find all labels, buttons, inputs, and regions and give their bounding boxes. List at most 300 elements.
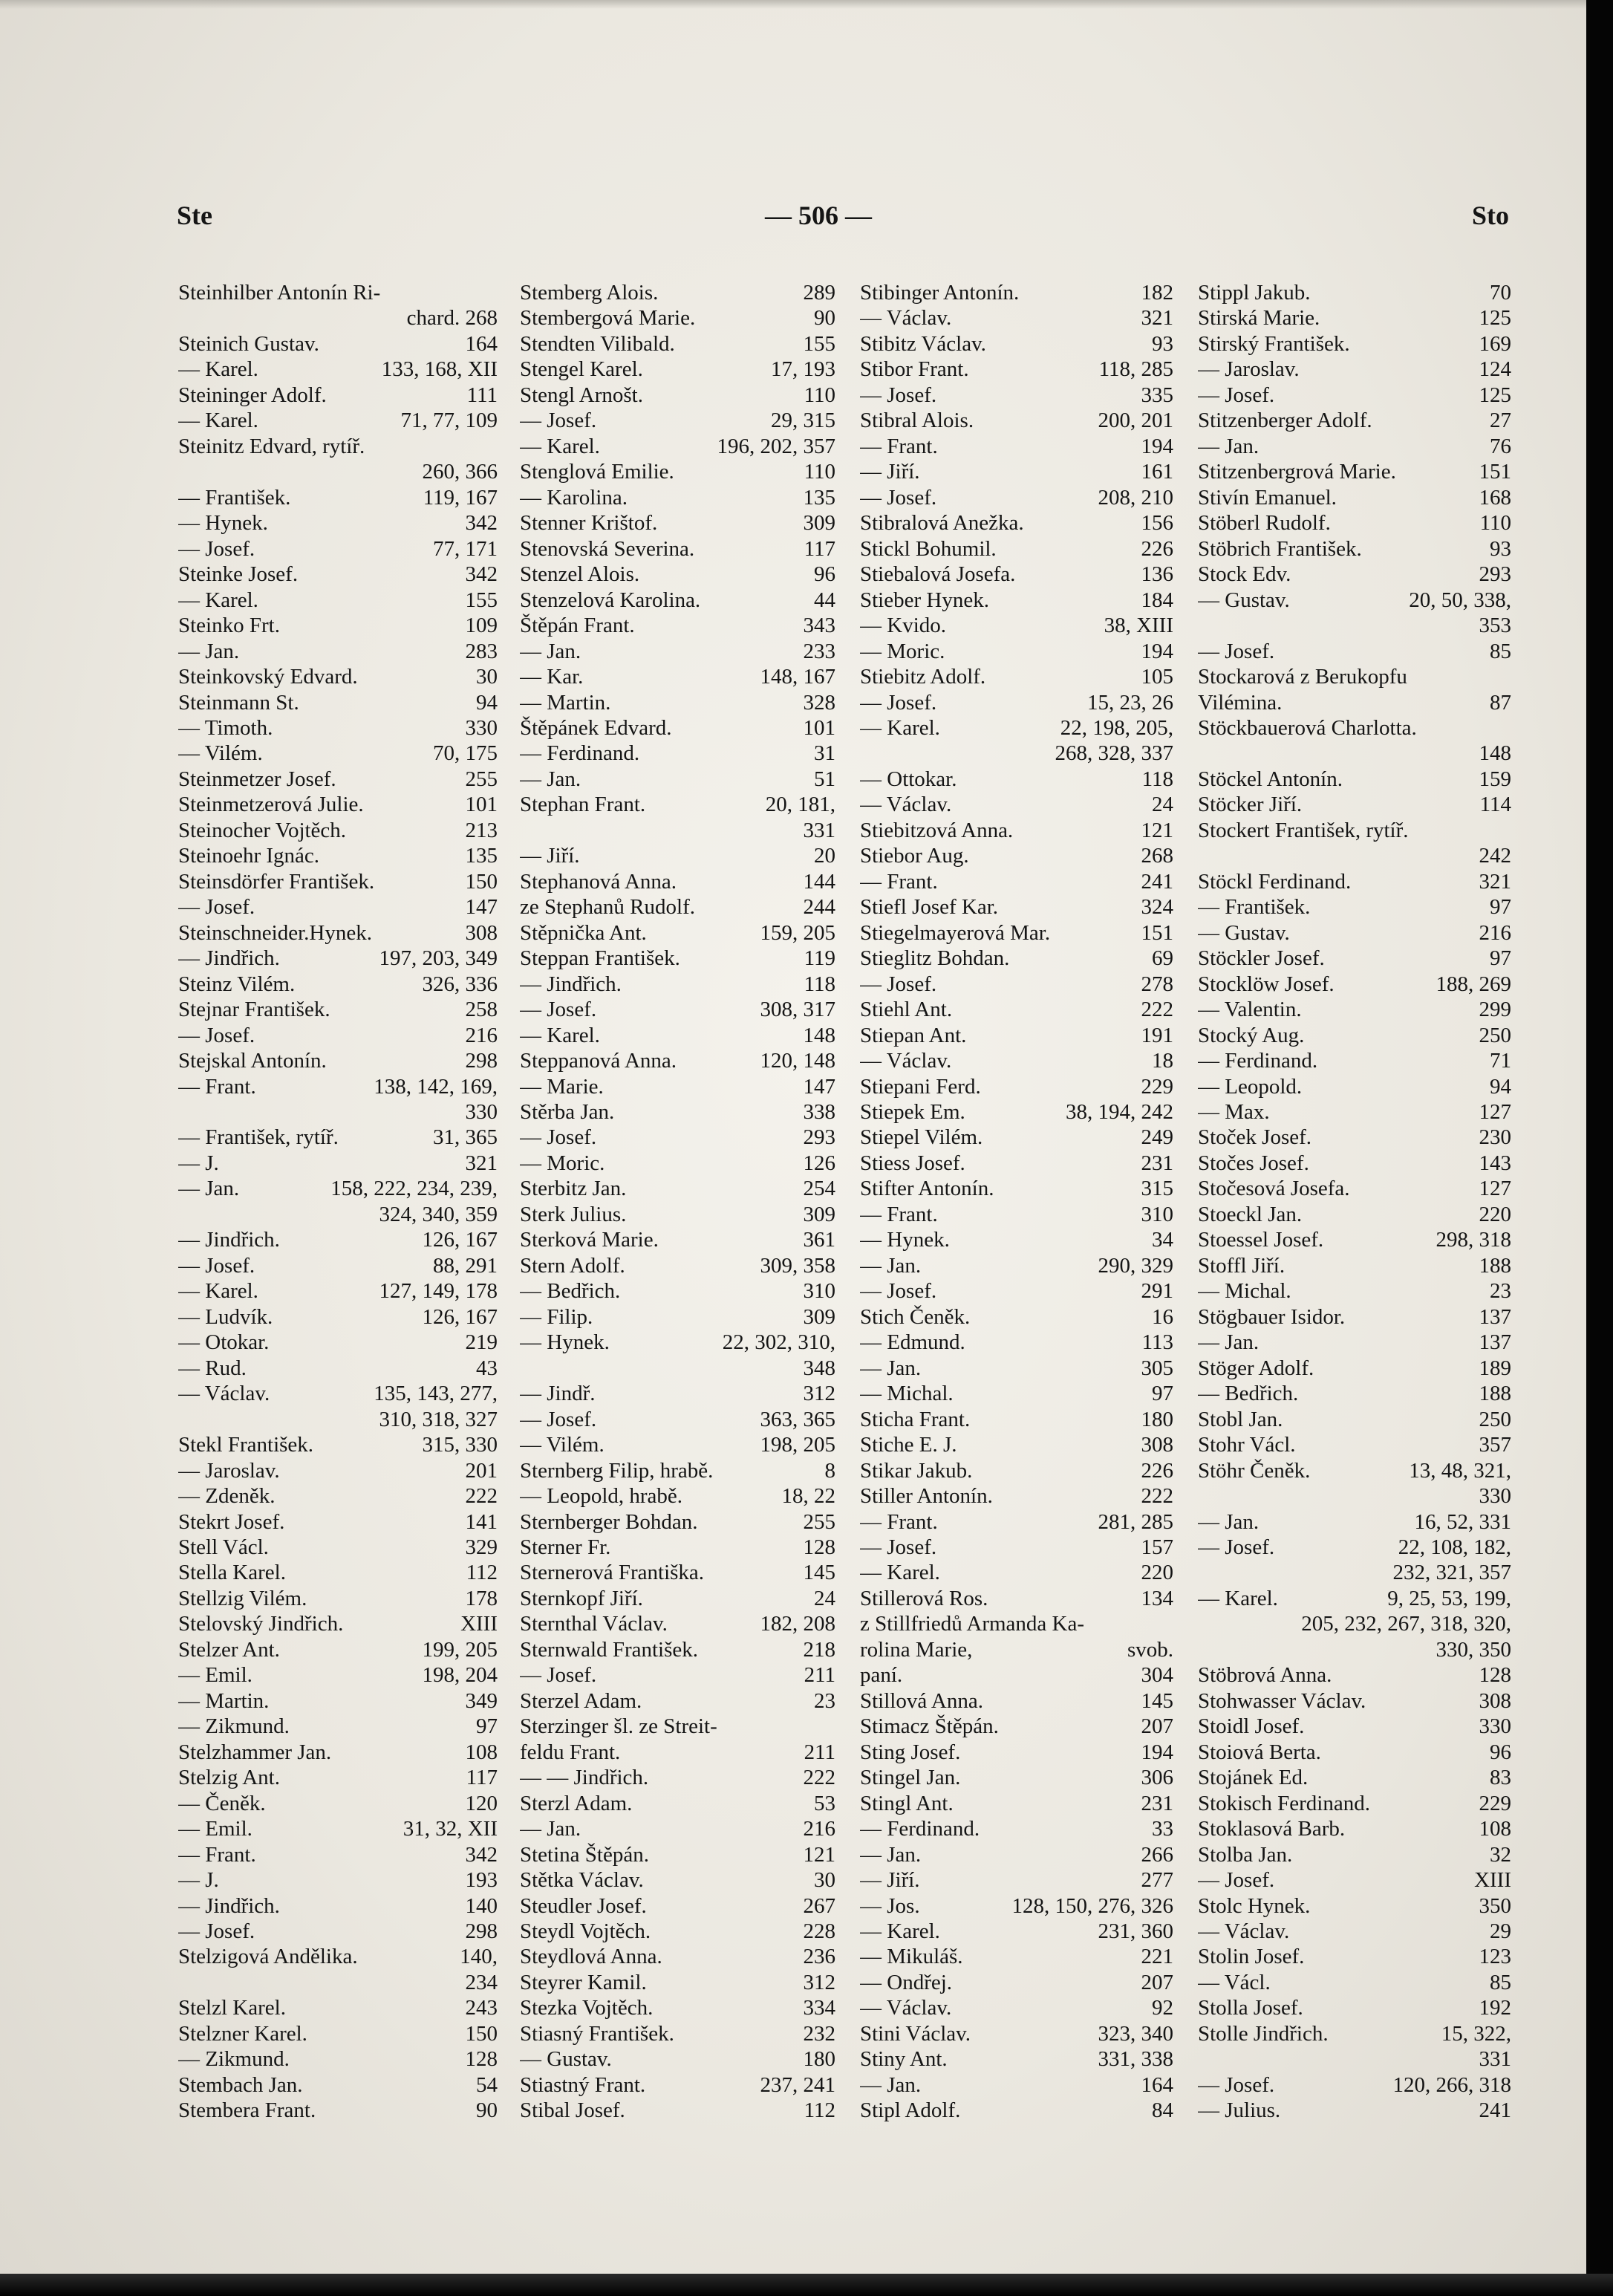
entry-name: Stiller Antonín. [860,1484,993,1509]
index-entry [860,1535,1173,1560]
entry-page-refs: 137 [1479,1330,1511,1355]
entry-name: Stiefl Josef Kar. [860,895,999,920]
entry-name: Stingl Ant. [860,1791,954,1815]
entry-page-refs: 87 [1490,690,1511,715]
entry-page-refs: 123 [1479,1945,1511,1969]
entry-page-refs: 17, 193 [771,357,835,382]
entry-page-refs: 298, 318 [1436,1228,1511,1252]
index-entry [860,331,1173,357]
entry-page-refs: 298 [465,1049,498,1073]
entry-name: Steppanová Anna. [520,1049,677,1073]
entry-name: Sternthal Václav. [520,1612,668,1636]
entry-name: — Bedřich. [1198,1382,1299,1406]
entry-page-refs: 330 [1479,1714,1511,1739]
index-entry [178,408,498,433]
index-entry [860,792,1173,817]
index-entry [520,1560,835,1585]
entry-page-refs: 51 [814,767,835,791]
index-entry [1198,305,1511,331]
entry-page-refs: 236 [803,1945,835,1969]
index-entry [178,1330,498,1355]
entry-page-refs: 97 [476,1714,498,1739]
index-entry [178,1048,498,1073]
index-entry [860,818,1173,843]
entry-name: — Karel. [178,588,258,612]
entry-page-refs: 97 [1152,1382,1173,1406]
index-entry [860,997,1173,1022]
entry-page-refs: 219 [465,1330,498,1355]
entry-name: Stohwasser Václav. [1198,1688,1366,1713]
entry-name: — Jindřich. [178,946,280,971]
index-entry [178,1893,498,1919]
entry-page-refs: 188, 269 [1436,972,1511,996]
index-entry [520,1074,835,1099]
entry-page-refs: 112 [466,1561,498,1585]
index-entry [1198,1893,1511,1919]
index-entry [178,1407,498,1432]
entry-name: Stitzenberger Adolf. [1198,409,1372,433]
entry-page-refs: 342 [465,1842,498,1867]
scan-border-bottom [0,2274,1613,2296]
index-entry [178,1791,498,1816]
entry-page-refs: 207 [1141,1714,1173,1739]
index-entry [520,997,835,1022]
index-entry [520,408,835,433]
index-entry [1198,1330,1511,1355]
entry-page-refs: 309 [803,1202,835,1226]
entry-page-refs: 211 [804,1740,835,1764]
index-entry [860,1611,1173,1636]
entry-page-refs: 229 [1141,1074,1173,1099]
entry-name: Steininger Adolf. [178,383,327,407]
index-entry [1198,1740,1511,1765]
index-entry [520,2098,835,2123]
entry-page-refs: 222 [803,1766,835,1790]
index-entry [860,305,1173,331]
index-entry [520,664,835,689]
index-entry [178,946,498,971]
entry-page-refs: 308, 317 [760,998,835,1022]
entry-name: Sternwald František. [520,1637,699,1662]
entry-name: Steinmann St. [178,690,299,715]
entry-page-refs: 43 [476,1356,498,1380]
entry-name: — Josef. [860,1279,937,1304]
entry-page-refs: 108 [465,1740,498,1764]
entry-name: Stirská Marie. [1198,306,1320,331]
entry-name: Stell Václ. [178,1535,269,1559]
entry-page-refs: 191 [1141,1023,1173,1047]
entry-page-refs: 361 [803,1228,835,1252]
entry-name: Stiess Josef. [860,1151,965,1175]
entry-name: — Julius. [1198,2098,1281,2123]
entry-page-refs: 188 [1479,1382,1511,1406]
entry-page-refs: 324 [1141,895,1173,920]
entry-page-refs: 234 [465,1970,498,1994]
entry-name: — Jiří. [520,844,580,868]
index-entry [860,972,1173,997]
index-entry [1198,715,1511,741]
index-entry [1198,1765,1511,1790]
entry-page-refs: 29, 315 [771,409,835,433]
entry-page-refs: 84 [1152,2098,1173,2123]
entry-page-refs: 112 [804,2098,835,2123]
index-entry [1198,997,1511,1022]
entry-name: Stöckl Ferdinand. [1198,869,1352,894]
entry-page-refs: 44 [814,588,835,612]
index-entry [520,1893,835,1919]
index-entry [860,894,1173,920]
entry-name: Stejskal Antonín. [178,1049,327,1073]
index-entry [520,1714,835,1739]
entry-name: — — Jindřich. [520,1766,649,1790]
entry-name: — Max. [1198,1100,1270,1124]
entry-page-refs: 31, 365 [433,1125,498,1150]
entry-name: — Jan. [520,767,581,791]
index-entry [860,1176,1173,1201]
entry-name: — Jaroslav. [178,1458,280,1483]
entry-name: Steyrer Kamil. [520,1970,647,1994]
index-entry [520,920,835,946]
entry-name: Stiebitzová Anna. [860,818,1014,842]
entry-page-refs: 334 [803,1996,835,2020]
entry-page-refs: 205, 232, 267, 318, 320, [1301,1612,1511,1636]
index-entry [178,280,498,305]
entry-name: — Josef. [178,1023,255,1047]
entry-name: Stephanová Anna. [520,869,677,894]
index-entry [860,741,1173,766]
index-entry [520,1765,835,1790]
entry-name: — Ferdinand. [520,741,640,766]
entry-page-refs: 20, 181, [765,793,835,817]
entry-name: Stögbauer Isidor. [1198,1304,1346,1329]
index-entry [178,1074,498,1099]
entry-name: — František, rytíř. [178,1125,339,1150]
entry-page-refs: 77, 171 [433,536,498,561]
index-entry [1198,1714,1511,1739]
index-entry [178,1714,498,1739]
entry-name: Stickl Bohumil. [860,536,997,561]
entry-page-refs: 121 [1141,818,1173,842]
entry-page-refs: 157 [1141,1535,1173,1559]
entry-name: — Leopold, hrabě. [520,1484,683,1509]
entry-page-refs: 119 [804,946,835,971]
entry-name: Stoidl Josef. [1198,1714,1305,1739]
index-entry [860,1432,1173,1457]
entry-page-refs: 228 [803,1919,835,1943]
entry-page-refs: 70 [1490,281,1511,305]
entry-page-refs: 22, 108, 182, [1398,1535,1511,1559]
index-entry [520,588,835,613]
entry-name: Stimacz Štěpán. [860,1714,999,1739]
index-entry [178,1816,498,1841]
index-entry [178,588,498,613]
entry-page-refs: 151 [1141,920,1173,945]
entry-page-refs: 155 [803,331,835,356]
index-entry [520,1816,835,1841]
entry-name: — Moric. [860,639,945,663]
index-entry [178,1304,498,1330]
entry-page-refs: 148 [803,1023,835,1047]
entry-name: Steppan František. [520,946,680,971]
index-entry [520,1611,835,1636]
index-entry [1198,1919,1511,1944]
index-entry [1198,639,1511,664]
running-head-right: Sto [1472,201,1510,230]
index-entry [1198,843,1511,868]
entry-name: Stibal Josef. [520,2098,625,2123]
index-entry [1198,1662,1511,1688]
index-entry [1198,792,1511,817]
index-entry [860,536,1173,562]
entry-page-refs: 283 [465,639,498,663]
index-entry [520,792,835,817]
entry-name: Stočes Josef. [1198,1151,1309,1175]
entry-page-refs: 331 [803,818,835,842]
index-entry [178,305,498,331]
entry-name: Stieber Hynek. [860,588,989,612]
index-entry [520,1278,835,1304]
index-entry [860,920,1173,946]
entry-page-refs: 108 [1479,1817,1511,1841]
index-entry [178,1483,498,1509]
entry-page-refs: 27 [1490,409,1511,433]
entry-page-refs: 278 [1141,972,1173,996]
entry-page-refs: 200, 201 [1098,409,1173,433]
index-entry [1198,1535,1511,1560]
entry-page-refs: 233 [803,639,835,663]
entry-page-refs: 222 [1141,998,1173,1022]
index-entry [1198,1176,1511,1201]
index-entry [860,1740,1173,1765]
index-entry [178,1023,498,1048]
entry-page-refs: 199, 205 [422,1637,498,1662]
page-top-shadow [0,0,1613,9]
entry-name: Sterková Marie. [520,1228,659,1252]
entry-page-refs: 128 [465,2047,498,2072]
entry-page-refs: 151 [1479,460,1511,484]
entry-name: — Jindřich. [520,972,622,996]
entry-page-refs: 243 [465,1996,498,2020]
entry-name: Stiepan Ant. [860,1023,967,1047]
index-entry [1198,1074,1511,1099]
entry-name: — Václav. [860,306,952,331]
entry-name: Stocklöw Josef. [1198,972,1335,996]
entry-name: — Kar. [520,665,584,689]
entry-name: — Josef. [1198,1868,1275,1893]
index-entry [178,485,498,510]
index-entry [520,715,835,741]
index-entry [1198,331,1511,357]
entry-name: — Hynek. [860,1228,950,1252]
entry-name: Steinocher Vojtěch. [178,818,347,842]
entry-page-refs: 208, 210 [1098,485,1173,510]
entry-name: Stiebitz Adolf. [860,665,986,689]
index-entry [520,843,835,868]
index-entry [860,2021,1173,2046]
entry-name: — Jan. [860,1253,922,1278]
entry-name: Stieglitz Bohdan. [860,946,1010,971]
index-entry [520,1535,835,1560]
entry-name: — Emil. [178,1663,252,1688]
index-entry [1198,1509,1511,1535]
entry-name: Steudler Josef. [520,1893,647,1918]
entry-page-refs: 30 [814,1868,835,1893]
index-entry [1198,536,1511,562]
entry-page-refs: 258 [465,998,498,1022]
index-entry [520,1432,835,1457]
entry-name: — Jan. [1198,434,1260,458]
index-entry [520,1458,835,1483]
entry-name: Steinoehr Ignác. [178,844,320,868]
index-entry [860,690,1173,715]
entry-name: Stella Karel. [178,1561,286,1585]
entry-name: Sternberg Filip, hrabě. [520,1458,714,1483]
entry-page-refs: 135, 143, 277, [374,1382,498,1406]
entry-name: — Hynek. [520,1330,610,1355]
index-entry [178,1535,498,1560]
index-entry [178,1740,498,1765]
entry-page-refs: 305 [1141,1356,1173,1380]
index-entry [860,613,1173,638]
entry-name: Sternberger Bohdan. [520,1509,698,1534]
index-entry [520,1867,835,1893]
entry-page-refs: 101 [803,715,835,740]
entry-name: Stezka Vojtěch. [520,1996,654,2020]
entry-name: Stětka Václav. [520,1868,644,1893]
entry-name: Stiepek Em. [860,1100,965,1124]
entry-page-refs: 192 [1479,1996,1511,2020]
entry-name: — Josef. [520,1407,597,1431]
index-entry [520,2021,835,2046]
index-entry [860,1662,1173,1688]
index-entry [520,1253,835,1278]
entry-page-refs: 310, 318, 327 [379,1407,498,1431]
index-entry [860,1356,1173,1381]
entry-page-refs: 110 [804,460,835,484]
entry-name: Stibral Alois. [860,409,974,433]
entry-name: — Moric. [520,1151,605,1175]
entry-page-refs: 241 [1479,2098,1511,2123]
index-entry [1198,920,1511,946]
index-entry [860,1253,1173,1278]
entry-page-refs: 22, 302, 310, [722,1330,835,1355]
entry-name: Sterner Fr. [520,1535,611,1559]
entry-name: Steydlová Anna. [520,1945,662,1969]
index-entry [860,1458,1173,1483]
entry-page-refs: 207 [1141,1970,1173,1994]
entry-name: Stitzenbergrová Marie. [1198,460,1396,484]
index-entry [520,383,835,408]
entry-name: Stolle Jindřich. [1198,2021,1329,2046]
entry-page-refs: 138, 142, 169, [374,1074,498,1099]
entry-page-refs: 229 [1479,1791,1511,1815]
entry-name: Stiebor Aug. [860,844,969,868]
entry-name: — Václav. [1198,1919,1290,1943]
index-entry [860,2072,1173,2098]
index-entry [178,741,498,766]
entry-page-refs: 324, 340, 359 [379,1202,498,1226]
entry-page-refs: 158, 222, 234, 239, [330,1177,498,1201]
index-entry [1198,1944,1511,1969]
index-entry [520,1740,835,1765]
index-entry [178,434,498,459]
index-entry [860,946,1173,971]
entry-page-refs: XIII [460,1612,498,1636]
entry-name: — Jan. [178,1177,240,1201]
entry-name: ze Stephanů Rudolf. [520,895,695,920]
index-entry [860,664,1173,689]
index-entry [860,1202,1173,1227]
entry-name: — Josef. [1198,639,1275,663]
entry-page-refs: 23 [1490,1279,1511,1304]
entry-name: Steinko Frt. [178,614,280,638]
entry-name: Stikar Jakub. [860,1458,973,1483]
entry-page-refs: 105 [1141,665,1173,689]
entry-page-refs: 194 [1141,1740,1173,1764]
index-entry [1198,1432,1511,1457]
entry-page-refs: 23 [814,1688,835,1713]
entry-page-refs: 277 [1141,1868,1173,1893]
entry-page-refs: 118, 285 [1098,357,1173,382]
index-entry [1198,2046,1511,2072]
index-entry [860,1688,1173,1714]
index-entry [178,1970,498,1995]
entry-page-refs: 331, 338 [1098,2047,1173,2072]
entry-name: Sticha Frant. [860,1407,971,1431]
entry-page-refs: 137 [1479,1304,1511,1329]
entry-page-refs: 133, 168, XII [381,357,498,382]
index-entry [178,2021,498,2046]
entry-name: Stiastný Frant. [520,2072,646,2097]
entry-page-refs: 220 [1479,1202,1511,1226]
entry-page-refs: 182, 208 [760,1612,835,1636]
entry-page-refs: 15, 322, [1441,2021,1511,2046]
entry-name: Stekl František. [178,1433,314,1457]
entry-name: Steinhilber Antonín Ri- [178,281,381,305]
entry-name: — Gustav. [1198,588,1290,612]
entry-name: Sternkopf Jiří. [520,1586,643,1610]
entry-page-refs: 231 [1141,1151,1173,1175]
index-entry [1198,1688,1511,1714]
entry-page-refs: 237, 241 [760,2072,835,2097]
entry-name: — Karel. [1198,1586,1278,1610]
entry-name: — Jan. [520,639,581,663]
index-entry [178,664,498,689]
index-entry [178,562,498,587]
entry-name: — Michal. [860,1382,954,1406]
index-entry [860,639,1173,664]
index-entry [520,1356,835,1381]
entry-name: — Bedřich. [520,1279,621,1304]
entry-name: — Josef. [178,1253,255,1278]
index-entry [520,2072,835,2098]
entry-page-refs: 159, 205 [760,920,835,945]
index-entry [860,1791,1173,1816]
entry-page-refs: 126, 167 [422,1228,498,1252]
entry-page-refs: 309 [803,511,835,536]
entry-name: Steinmetzer Josef. [178,767,336,791]
entry-name: Stelzner Karel. [178,2021,307,2046]
entry-page-refs: 15, 23, 26 [1087,690,1173,715]
index-entry [520,1176,835,1201]
entry-page-refs: 24 [1152,793,1173,817]
index-entry [178,920,498,946]
entry-name: — Jan. [860,2072,922,2097]
entry-name: Stiche E. J. [860,1433,957,1457]
index-entry [1198,1483,1511,1509]
entry-name: Stenovská Severina. [520,536,695,561]
entry-page-refs: 168 [1479,485,1511,510]
